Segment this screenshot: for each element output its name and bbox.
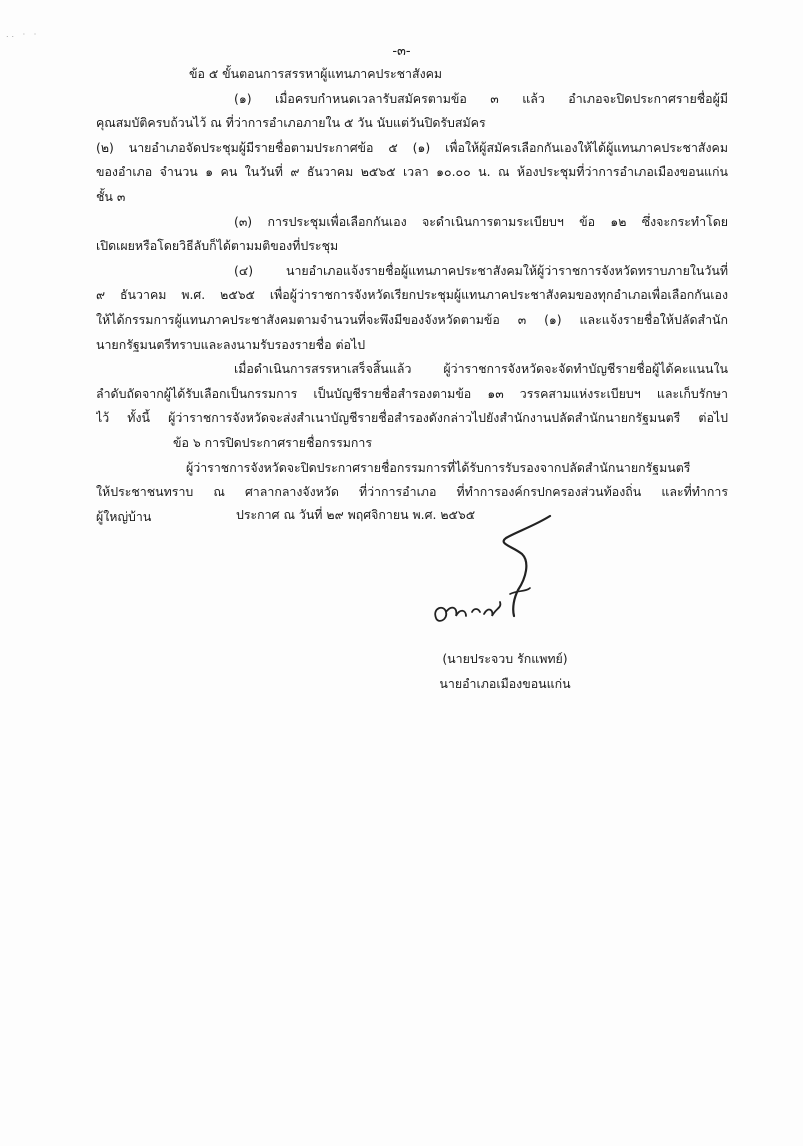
paragraph-line: (๒) นายอำเภอจัดประชุมผู้มีรายชื่อตามประกาศข้อ ๕ (๑) เพื่อให้ผู้สมัครเลือกกันเองให้ได้ผู้แทนภาคประชาสังคม: [96, 139, 728, 155]
paragraph-line: (๑) เมื่อครบกำหนดเวลารับสมัครตามข้อ ๓ แล้ว อำเภอจะปิดประกาศรายชื่อผู้มี: [234, 90, 728, 106]
paragraph-line: ลำดับถัดจากผู้ได้รับเลือกเป็นกรรมการ เป็นบัญชีรายชื่อสำรองตามข้อ ๑๓ วรรคสามแห่งระเบียบฯ และเก็บรักษา: [96, 385, 728, 401]
paragraph-line: ๙ ธันวาคม พ.ศ. ๒๕๖๕ เพื่อผู้ว่าราชการจังหวัดเรียกประชุมผู้แทนภาคประชาสังคมของทุกอำเภอเพื่อเลือกกันเอง: [96, 287, 728, 303]
paragraph-line: เปิดเผยหรือโดยวิธีลับก็ได้ตามมติของที่ประชุม: [96, 238, 339, 254]
handwritten-signature: [426, 508, 566, 638]
paragraph-line: ไว้ ทั้งนี้ ผู้ว่าราชการจังหวัดจะส่งสำเนาบัญชีรายชื่อสำรองดังกล่าวไปยังสำนักงานปลัดสำนักนายกรัฐมนตรี ต่อไป: [96, 410, 728, 426]
paragraph-line: นายกรัฐมนตรีทราบและลงนามรับรองรายชื่อ ต่อไป: [96, 336, 366, 352]
paragraph-line: (๓) การประชุมเพื่อเลือกกันเอง จะดำเนินการตามระเบียบฯ ข้อ ๑๒ ซึ่งจะกระทำโดย: [234, 213, 728, 229]
signer-title: นายอำเภอเมืองขอนแก่น: [439, 676, 571, 691]
paragraph-line: ผู้ว่าราชการจังหวัดจะปิดประกาศรายชื่อกรรมการที่ได้รับการรับรองจากปลัดสำนักนายกรัฐมนตรี: [186, 459, 691, 475]
paragraph-line: ให้ประชาชนทราบ ณ ศาลากลางจังหวัด ที่ว่าการอำเภอ ที่ทำการองค์กรปกครองส่วนท้องถิ่น และที่ทำการ: [96, 484, 728, 500]
page-number: -๓-: [392, 44, 411, 59]
paragraph-line: ชั้น ๓: [96, 188, 126, 204]
paragraph-line: ผู้ใหญ่บ้าน: [96, 508, 152, 524]
paragraph-line: ให้ได้กรรมการผู้แทนภาคประชาสังคมตามจำนวนที่จะพึงมีของจังหวัดตามข้อ ๓ (๑) และแจ้งรายชื่อให้ปลัดสำนัก: [96, 311, 728, 327]
section-5-heading: ข้อ ๕ ขั้นตอนการสรรหาผู้แทนภาคประชาสังคม: [189, 66, 443, 81]
signer-name: (นายประจวบ รักแพทย์): [442, 651, 568, 666]
paragraph-line: (๔) นายอำเภอแจ้งรายชื่อผู้แทนภาคประชาสังคมให้ผู้ว่าราชการจังหวัดทราบภายในวันที่: [234, 262, 728, 278]
paragraph-line: ของอำเภอ จำนวน ๑ คน ในวันที่ ๙ ธันวาคม ๒๕๖๕ เวลา ๑๐.๐๐ น. ณ ห้องประชุมที่ว่าการอำเภอเมืองขอนแก่น: [96, 164, 728, 180]
announcement-date: ประกาศ ณ วันที่ ๒๙ พฤศจิกายน พ.ศ. ๒๕๖๕: [236, 507, 476, 522]
paragraph-line: คุณสมบัติครบถ้วนไว้ ณ ที่ว่าการอำเภอภายใน ๕ วัน นับแต่วันปิดรับสมัคร: [96, 115, 486, 131]
paragraph-line: เมื่อดำเนินการสรรหาเสร็จสิ้นแล้ว ผู้ว่าราชการจังหวัดจะจัดทำบัญชีรายชื่อผู้ได้คะแนนใน: [234, 361, 728, 377]
section-6-heading: ข้อ ๖ การปิดประกาศรายชื่อกรรมการ: [173, 434, 373, 450]
document-body: [96, 62, 728, 529]
scan-speck: .. · ·: [6, 30, 40, 39]
